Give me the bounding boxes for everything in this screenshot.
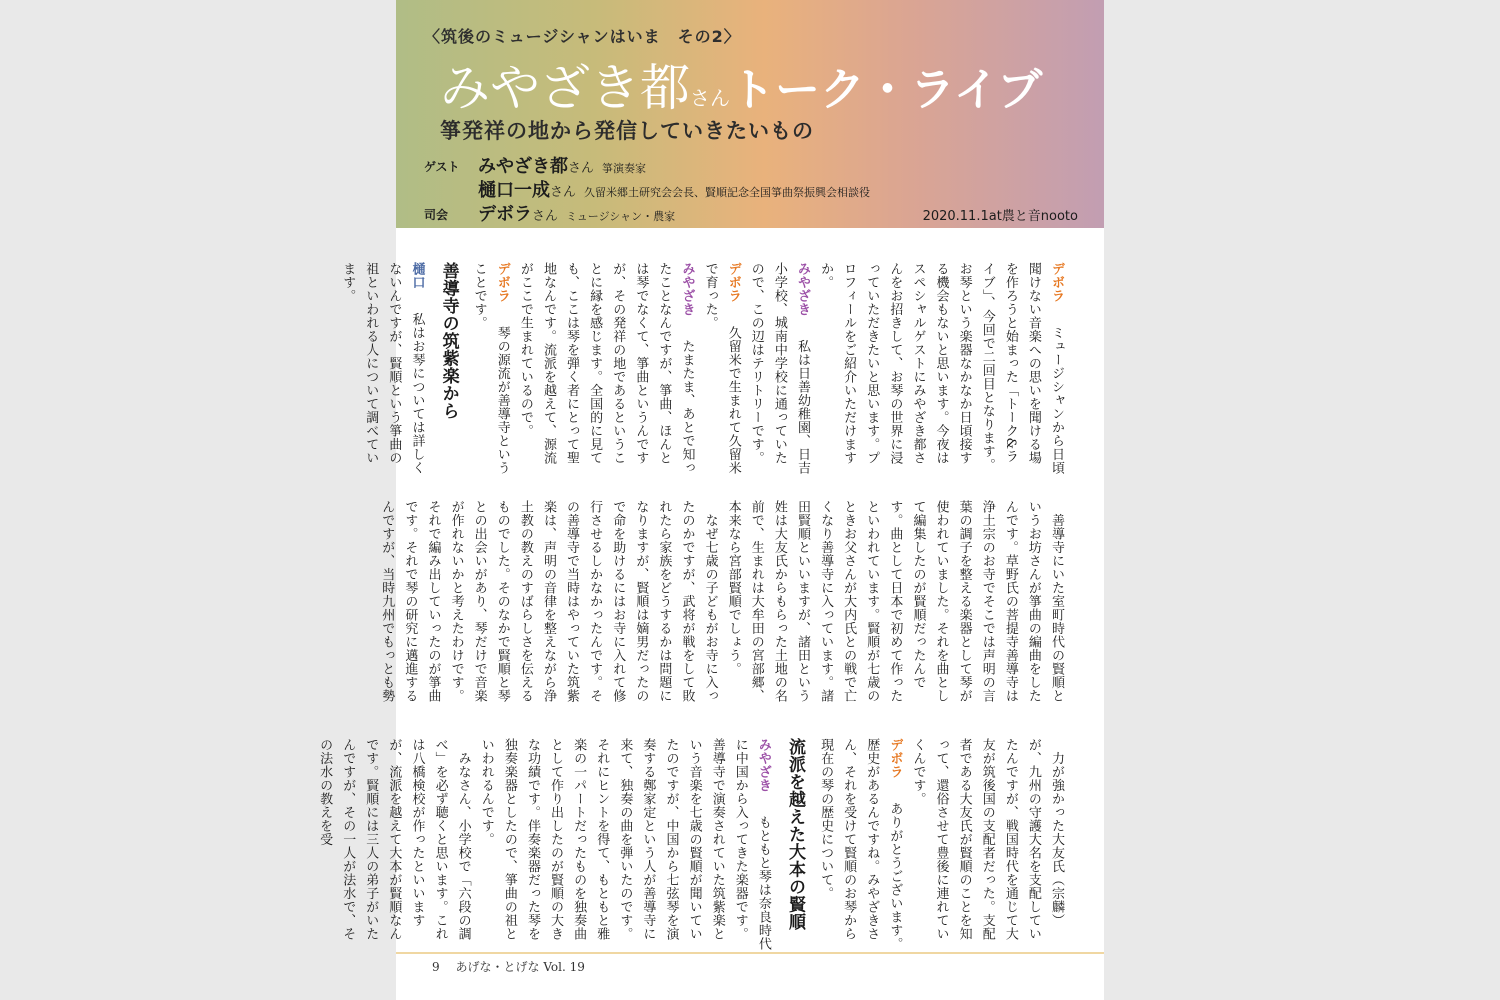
- paragraph-text: もともと琴は奈良時代に中国から入ってきた楽器です。善導寺で演奏されていた筑紫楽という音楽を七歳の賢順が聞いていたのですが、中国から七弦琴を演奏する鄭家定という人が善導寺に来て、独奏の曲を弾いたのです。それにヒントを得て、もともと雅楽の一パートだったものを独奏曲として作り出したのが賢順の大きな功績です。伴奏楽器だった琴を独奏楽器としたので、箏曲の祖といわれるんです。: [478, 738, 771, 951]
- guest-desc: 久留米郷土研究会会長、賢順記念全国箏曲祭振興会相談役: [584, 186, 871, 199]
- speaker-label: デボラ: [1049, 262, 1064, 303]
- guest-name-line: [478, 200, 675, 226]
- paragraph-text: ミュージシャンから日頃聞けない音楽への思いを聞ける場を作ろうと始まった「トーク&ライブ」、今回で二回目となります。お琴という楽器なかなか日頃接する機会もないと思います。今夜はスペシャルゲストにみやざき都さんをお招きして、お琴の世界に浸っていただきたいと思います。プロフィールをご紹介いただけますか。: [818, 262, 1064, 475]
- article-block-3: [317, 738, 1068, 952]
- guest-honorific: さん: [532, 209, 559, 224]
- speaker-label: デボラ: [494, 262, 510, 303]
- paragraph-text: 私は日善幼稚園、日吉小学校、城南中学校に通っていたので、この辺はテリトリーです。: [748, 262, 810, 475]
- paragraph-text: みなさん、小学校で「六段の調べ」を必ず聴くと思います。これは八橋検校が作ったといいますが、流派を越えて大本が賢順なんです。賢順には三人の弟子がいたんですが、その一人が法水で、その法水の教えを受: [317, 738, 471, 941]
- speaker-label: みやざき: [794, 262, 810, 316]
- guest-row: [424, 176, 1074, 200]
- article-block-1: [340, 262, 1068, 476]
- title-main: みやざき都: [440, 59, 690, 117]
- guest-name: みやざき都: [478, 156, 568, 177]
- article-subtitle: 箏発祥の地から発信していきたいもの: [440, 118, 814, 143]
- section-heading: 善導寺の筑紫楽から: [438, 262, 459, 420]
- paragraph-text: 久留米で生まれて久留米で育った。: [702, 262, 741, 475]
- paragraph-text: 善導寺にいた室町時代の賢順というお坊さんが箏曲の編曲をしたんです。草野氏の菩提寺善導寺は浄土宗のお寺でそこでは声明の言葉の調子を整える楽器として琴が使われていました。それを曲として編集したのが賢順だったんです。曲として日本で初めて作ったといわれています。賢順が七歳のときお父さんが大内氏との戦で亡くなり善導寺に入っています。諸田賢順といいますが、諸田という姓は大友氏からもらった土地の名前で、生まれは大牟田の宮部郷、本来なら宮部賢順でしょう。: [725, 500, 1064, 703]
- speaker-label: デボラ: [887, 738, 903, 779]
- paragraph-text: 私はお琴については詳しくないんですが、賢順という箏曲の祖といわれる人について調べています。: [340, 262, 425, 475]
- guest-name: デボラ: [478, 204, 532, 225]
- article-header: [396, 0, 1104, 228]
- guest-role: 司会: [424, 208, 449, 222]
- article-title: [440, 48, 1042, 120]
- paragraph: [814, 262, 1068, 476]
- paragraph: [745, 262, 814, 476]
- page-footer: [432, 958, 585, 975]
- guest-desc: 箏演奏家: [602, 162, 647, 175]
- speaker-label: デボラ: [725, 262, 741, 303]
- paragraph-text: ありがとうございます。歴史があるんですね。みやざきさん、それを受けて賢順のお琴から現在の琴の歴史について。: [818, 738, 903, 951]
- guest-desc: ミュージシャン・農家: [566, 210, 676, 223]
- title-san: さん: [690, 86, 730, 110]
- guest-honorific: さん: [550, 185, 577, 200]
- paragraph: [313, 738, 475, 952]
- magazine-volume: Vol. 19: [543, 960, 585, 974]
- guest-row: [424, 152, 1074, 176]
- guest-name-line: [478, 176, 870, 202]
- paragraph: [475, 738, 775, 952]
- paragraph: [514, 262, 699, 476]
- paragraph: [906, 738, 1068, 952]
- speaker-label: みやざき: [679, 262, 695, 316]
- paragraph: [375, 500, 721, 714]
- guest-honorific: さん: [568, 161, 595, 176]
- event-date: 2020.11.1at農と音nooto: [922, 209, 1078, 224]
- article-block-2: [379, 500, 1068, 714]
- magazine-page: [317, 0, 1104, 1000]
- footer-rule: [396, 952, 1104, 954]
- paragraph: [814, 738, 906, 952]
- page-number: 9: [432, 960, 440, 974]
- title-rest: トーク・ライブ: [730, 63, 1043, 116]
- section-heading: 流派を越えた大本の賢順: [784, 738, 805, 931]
- guest-name-line: [478, 152, 646, 178]
- paragraph-text: たまたま、あとで知ったことなんですが、箏曲、ほんとは琴でなくて、箏曲というんですが、その発祥の地であるということに縁を感じます。全国的に見ても、ここは琴を弾く者にとって聖地なんです。流派を越えて、源流がここで生まれているので。: [517, 262, 695, 475]
- speaker-label: みやざき: [755, 738, 771, 792]
- paragraph: [468, 262, 514, 476]
- paragraph-text: 琴の源流が善導寺ということです。: [471, 262, 510, 475]
- paragraph-text: 力が強かった大友氏（宗麟）が、九州の守護大名を支配していたんですが、戦国時代を通じて大友が筑後国の支配者だった。支配者である大友氏が賢順のことを知って、還俗させて豊後に連れていくんです。: [910, 738, 1064, 941]
- paragraph: [722, 500, 1068, 714]
- paragraph-text: なぜ七歳の子どもがお寺に入ったのかですが、武将が戦をして敗れたら家族をどうするかは問題になりますが、賢順は嫡男だったので命を助けるにはお寺に入れて修行させるしかなかったんです。その善導寺で当時はやっていた筑紫楽は、声明の音律を整えながら浄土教の教えのすばらしさを伝えるものでした。そのなかで賢順と琴との出会いがあり、琴だけで音楽が作れないかと考えたわけです。それで編み出していったのが箏曲です。それで琴の研究に邁進するんですが、当時九州でもっとも勢: [379, 500, 718, 703]
- magazine-name: あげな・とげな: [455, 960, 540, 974]
- paragraph: [699, 262, 745, 476]
- paragraph: [336, 262, 428, 476]
- guest-role: ゲスト: [424, 160, 460, 174]
- speaker-label: 樋口: [409, 262, 425, 289]
- guest-name: 樋口一成: [478, 180, 550, 201]
- series-label: 〈筑後のミュージシャンはいま その2〉: [424, 27, 741, 46]
